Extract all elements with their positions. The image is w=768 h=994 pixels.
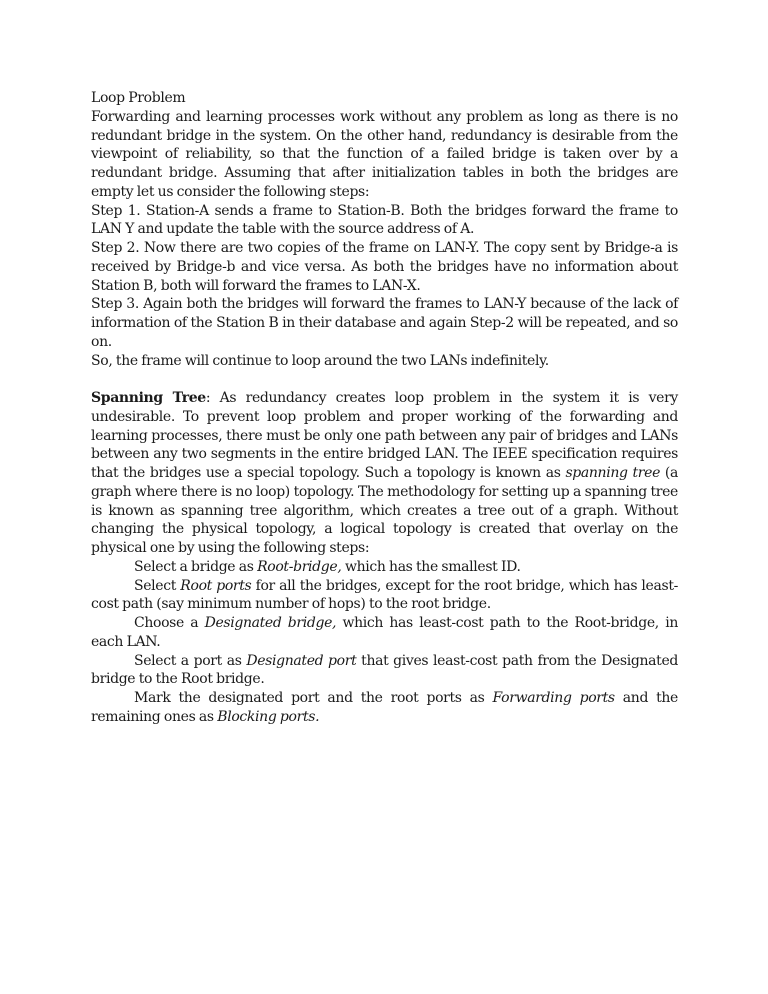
spanning-tree-text-b: (a graph where there is no loop) topology. The methodology for setting up a spanning tree is known as spanning tree algorithm, which creates a tree out of a graph. Without changing the physical topology, a logical topology is created that overlay on the physical one by using the following steps: bbox=[91, 465, 678, 556]
algorithm-step-1-tail: which has the smallest ID. bbox=[341, 558, 521, 575]
spanning-tree-text-a: : As redundancy creates loop problem in the system it is very undesirable. To prevent loop problem and proper working of the forwarding and learning processes, there must be only one path between any pair of bridges and LANs between any two segments in the entire bridged LAN. The IEEE specification requires that the bridges use a special topology. Such a topology is known as bbox=[91, 390, 678, 481]
algorithm-step-4-tail: that gives least-cost path from the Designated bridge to the Root bridge. bbox=[91, 652, 678, 688]
designated-bridge-term: Designated bridge, bbox=[204, 615, 337, 631]
spanning-tree-heading: Spanning Tree bbox=[91, 390, 206, 406]
blocking-ports-term: Blocking ports. bbox=[217, 708, 320, 725]
root-ports-term: Root ports bbox=[180, 577, 252, 594]
algorithm-step-1-text: Select a bridge as bbox=[134, 558, 258, 575]
spanning-tree-paragraph bbox=[91, 389, 678, 558]
algorithm-step-3-text: Choose a bbox=[134, 615, 205, 631]
algorithm-step-4 bbox=[91, 652, 678, 690]
algorithm-step-4-text: Select a port as bbox=[134, 652, 247, 669]
step-1-text: Step 1. Station-A sends a frame to Station-B. Both the bridges forward the frame to LAN Y and update the table with the source address of A. bbox=[91, 202, 678, 238]
algorithm-step-2 bbox=[91, 577, 678, 615]
algorithm-step-2-text: Select bbox=[134, 577, 181, 594]
algorithm-step-5 bbox=[91, 689, 678, 727]
loop-conclusion: So, the frame will continue to loop around the two LANs indefinitely. bbox=[91, 352, 549, 369]
spanning-tree-term: spanning tree bbox=[565, 465, 660, 481]
algorithm-step-3 bbox=[91, 614, 678, 652]
loop-problem-intro: Forwarding and learning processes work without any problem as long as there is no redundant bridge in the system. On the other hand, redundancy is desirable from the viewpoint of reliability, so that the function of a failed bridge is taken over by a redundant bridge. Assuming that after initialization tables in both the bridges are empty let us consider the following steps: bbox=[91, 108, 678, 200]
loop-problem-heading: Loop Problem bbox=[91, 90, 186, 106]
designated-port-term: Designated port bbox=[246, 652, 357, 669]
step-3-text: Step 3. Again both the bridges will forward the frames to LAN-Y because of the lack of information of the Station B in their database and again Step-2 will be repeated, and so on. bbox=[91, 296, 678, 350]
step-2-text: Step 2. Now there are two copies of the frame on LAN-Y. The copy sent by Bridge-a is received by Bridge-b and vice versa. As both the bridges have no information about Station B, both will forward the frames to LAN-X. bbox=[91, 240, 678, 294]
root-bridge-term: Root-bridge, bbox=[257, 558, 342, 575]
forwarding-ports-term: Forwarding ports bbox=[492, 690, 615, 706]
algorithm-step-3-tail: which has least-cost path to the Root-bridge, in each LAN. bbox=[91, 615, 678, 650]
paragraph-spacer bbox=[91, 370, 678, 389]
algorithm-step-1 bbox=[91, 558, 678, 577]
algorithm-step-5-text: Mark the designated port and the root ports as bbox=[134, 690, 493, 706]
document-page bbox=[91, 89, 678, 727]
algorithm-step-5-tail: and the remaining ones as bbox=[91, 690, 678, 725]
algorithm-step-2-tail: for all the bridges, except for the root bridge, which has least-cost path (say minimum number of hops) to the root bridge. bbox=[91, 577, 678, 613]
